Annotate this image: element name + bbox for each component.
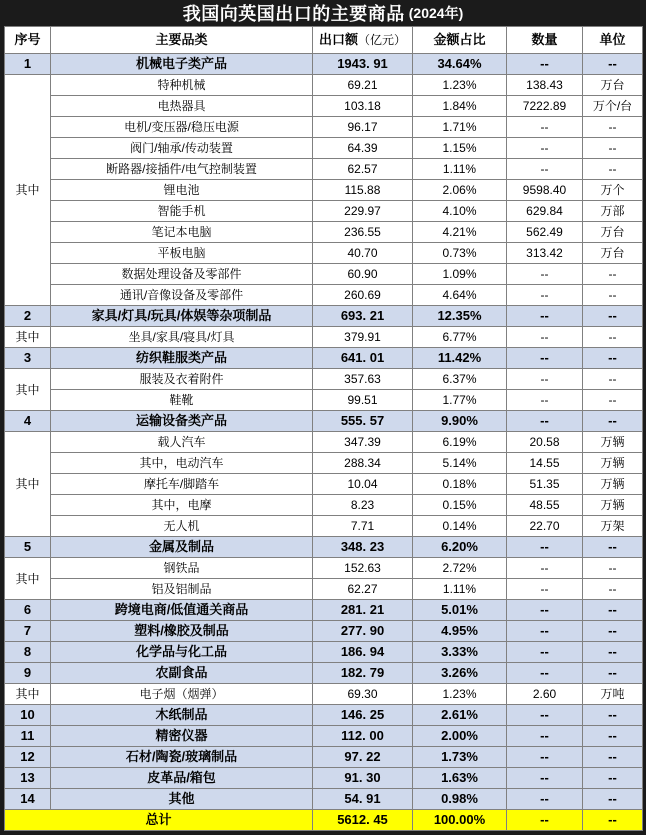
row-category-name: 钢铁品 xyxy=(51,558,313,579)
row-share: 5.14% xyxy=(413,453,507,474)
row-unit: -- xyxy=(583,411,643,432)
table-row xyxy=(5,411,643,432)
col-header-quantity: 数量 xyxy=(507,27,583,54)
row-export-amount: 69.30 xyxy=(313,684,413,705)
row-category-name: 通讯/音像设备及零部件 xyxy=(51,285,313,306)
table-row xyxy=(5,726,643,747)
row-category-name: 智能手机 xyxy=(51,201,313,222)
col-header-export-amount xyxy=(313,27,413,54)
col-header-no: 序号 xyxy=(5,27,51,54)
row-share: 2.00% xyxy=(413,726,507,747)
row-unit: 万个/台 xyxy=(583,96,643,117)
row-category-name: 其他 xyxy=(51,789,313,810)
row-no: 1 xyxy=(5,54,51,75)
row-share: 34.64% xyxy=(413,54,507,75)
row-export-amount: 277. 90 xyxy=(313,621,413,642)
row-export-amount: 54. 91 xyxy=(313,789,413,810)
row-unit: 万个 xyxy=(583,180,643,201)
row-quantity: -- xyxy=(507,264,583,285)
row-unit: -- xyxy=(583,705,643,726)
row-export-amount: 152.63 xyxy=(313,558,413,579)
row-export-amount: 103.18 xyxy=(313,96,413,117)
header-row xyxy=(5,27,643,54)
row-export-amount: 288.34 xyxy=(313,453,413,474)
row-share: 6.20% xyxy=(413,537,507,558)
table-row xyxy=(5,432,643,453)
row-no: 10 xyxy=(5,705,51,726)
row-unit: -- xyxy=(583,768,643,789)
row-unit: -- xyxy=(583,579,643,600)
row-export-amount: 8.23 xyxy=(313,495,413,516)
table-row xyxy=(5,54,643,75)
table-row xyxy=(5,180,643,201)
row-quantity: -- xyxy=(507,348,583,369)
row-unit: -- xyxy=(583,726,643,747)
table-row xyxy=(5,747,643,768)
row-category-name: 电子烟（烟弹） xyxy=(51,684,313,705)
row-export-amount: 60.90 xyxy=(313,264,413,285)
col-header-export-unit: （亿元） xyxy=(358,33,407,47)
row-quantity: -- xyxy=(507,411,583,432)
table-row xyxy=(5,621,643,642)
row-unit: 万台 xyxy=(583,75,643,96)
qizhong-label: 其中 xyxy=(5,684,51,705)
row-share: 0.98% xyxy=(413,789,507,810)
row-share: 3.33% xyxy=(413,642,507,663)
row-no: 5 xyxy=(5,537,51,558)
row-share: 6.19% xyxy=(413,432,507,453)
row-unit: -- xyxy=(583,138,643,159)
row-no: 8 xyxy=(5,642,51,663)
row-share: 0.15% xyxy=(413,495,507,516)
row-no: 14 xyxy=(5,789,51,810)
row-unit: 万吨 xyxy=(583,684,643,705)
row-unit: -- xyxy=(583,348,643,369)
row-category-name: 皮革品/箱包 xyxy=(51,768,313,789)
row-quantity: -- xyxy=(507,747,583,768)
row-share: 6.37% xyxy=(413,369,507,390)
row-category-name: 纺织鞋服类产品 xyxy=(51,348,313,369)
row-category-name: 坐具/家具/寝具/灯具 xyxy=(51,327,313,348)
row-category-name: 电热器具 xyxy=(51,96,313,117)
row-export-amount: 186. 94 xyxy=(313,642,413,663)
row-quantity: 9598.40 xyxy=(507,180,583,201)
table-row xyxy=(5,453,643,474)
col-header-share: 金额占比 xyxy=(413,27,507,54)
row-share: 5.01% xyxy=(413,600,507,621)
table-row xyxy=(5,705,643,726)
row-category-name: 无人机 xyxy=(51,516,313,537)
row-export-amount: 693. 21 xyxy=(313,306,413,327)
row-unit: 万台 xyxy=(583,222,643,243)
table-row xyxy=(5,516,643,537)
qizhong-label: 其中 xyxy=(5,432,51,537)
row-quantity: -- xyxy=(507,327,583,348)
table-row xyxy=(5,348,643,369)
row-export-amount: 182. 79 xyxy=(313,663,413,684)
row-unit: 万辆 xyxy=(583,432,643,453)
row-unit: 万台 xyxy=(583,243,643,264)
table-row xyxy=(5,327,643,348)
row-category-name: 其中，电摩 xyxy=(51,495,313,516)
row-no: 3 xyxy=(5,348,51,369)
table-row xyxy=(5,264,643,285)
row-share: 2.06% xyxy=(413,180,507,201)
table-row xyxy=(5,642,643,663)
row-export-amount: 347.39 xyxy=(313,432,413,453)
row-share: 6.77% xyxy=(413,327,507,348)
row-share: 1.15% xyxy=(413,138,507,159)
total-quantity: -- xyxy=(507,810,583,831)
table-row xyxy=(5,369,643,390)
row-quantity: 629.84 xyxy=(507,201,583,222)
row-share: 4.21% xyxy=(413,222,507,243)
row-category-name: 运输设备类产品 xyxy=(51,411,313,432)
row-category-name: 塑料/橡胶及制品 xyxy=(51,621,313,642)
row-share: 4.10% xyxy=(413,201,507,222)
row-quantity: 138.43 xyxy=(507,75,583,96)
row-share: 2.61% xyxy=(413,705,507,726)
row-no: 13 xyxy=(5,768,51,789)
row-category-name: 鞋靴 xyxy=(51,390,313,411)
row-quantity: -- xyxy=(507,306,583,327)
row-share: 0.14% xyxy=(413,516,507,537)
row-quantity: -- xyxy=(507,642,583,663)
row-share: 3.26% xyxy=(413,663,507,684)
row-export-amount: 229.97 xyxy=(313,201,413,222)
row-share: 1.11% xyxy=(413,159,507,180)
row-unit: -- xyxy=(583,747,643,768)
row-no: 4 xyxy=(5,411,51,432)
row-export-amount: 62.57 xyxy=(313,159,413,180)
row-quantity: 562.49 xyxy=(507,222,583,243)
table-header xyxy=(5,27,643,54)
row-unit: -- xyxy=(583,54,643,75)
qizhong-label: 其中 xyxy=(5,75,51,306)
row-category-name: 电机/变压器/稳压电源 xyxy=(51,117,313,138)
row-unit: -- xyxy=(583,285,643,306)
row-share: 1.84% xyxy=(413,96,507,117)
table-row xyxy=(5,96,643,117)
row-export-amount: 7.71 xyxy=(313,516,413,537)
table-row xyxy=(5,768,643,789)
row-export-amount: 64.39 xyxy=(313,138,413,159)
row-category-name: 锂电池 xyxy=(51,180,313,201)
title-year: (2024年) xyxy=(408,5,464,21)
row-quantity: -- xyxy=(507,768,583,789)
table-row xyxy=(5,117,643,138)
table-row xyxy=(5,558,643,579)
row-share: 1.73% xyxy=(413,747,507,768)
row-unit: -- xyxy=(583,117,643,138)
row-export-amount: 357.63 xyxy=(313,369,413,390)
row-share: 12.35% xyxy=(413,306,507,327)
row-unit: 万辆 xyxy=(583,453,643,474)
row-quantity: 313.42 xyxy=(507,243,583,264)
table-row xyxy=(5,537,643,558)
row-export-amount: 40.70 xyxy=(313,243,413,264)
table-row xyxy=(5,474,643,495)
row-unit: -- xyxy=(583,642,643,663)
row-quantity: 14.55 xyxy=(507,453,583,474)
row-quantity: -- xyxy=(507,138,583,159)
row-quantity: -- xyxy=(507,579,583,600)
row-quantity: -- xyxy=(507,159,583,180)
export-commodities-table xyxy=(4,26,643,831)
row-quantity: -- xyxy=(507,600,583,621)
table-row xyxy=(5,306,643,327)
table-row xyxy=(5,663,643,684)
row-category-name: 精密仪器 xyxy=(51,726,313,747)
total-unit: -- xyxy=(583,810,643,831)
row-export-amount: 555. 57 xyxy=(313,411,413,432)
row-quantity: -- xyxy=(507,621,583,642)
row-no: 2 xyxy=(5,306,51,327)
total-row xyxy=(5,810,643,831)
row-unit: -- xyxy=(583,327,643,348)
row-unit: 万部 xyxy=(583,201,643,222)
row-export-amount: 69.21 xyxy=(313,75,413,96)
row-export-amount: 112. 00 xyxy=(313,726,413,747)
row-quantity: 48.55 xyxy=(507,495,583,516)
table-row xyxy=(5,684,643,705)
row-category-name: 机械电子类产品 xyxy=(51,54,313,75)
row-unit: -- xyxy=(583,663,643,684)
row-category-name: 载人汽车 xyxy=(51,432,313,453)
row-unit: -- xyxy=(583,789,643,810)
row-category-name: 金属及制品 xyxy=(51,537,313,558)
row-share: 1.63% xyxy=(413,768,507,789)
total-amount: 5612. 45 xyxy=(313,810,413,831)
qizhong-label: 其中 xyxy=(5,558,51,600)
table-row xyxy=(5,579,643,600)
page-title xyxy=(0,0,646,26)
table-row xyxy=(5,243,643,264)
row-unit: -- xyxy=(583,537,643,558)
row-quantity: 51.35 xyxy=(507,474,583,495)
row-no: 6 xyxy=(5,600,51,621)
row-no: 12 xyxy=(5,747,51,768)
row-quantity: -- xyxy=(507,117,583,138)
row-category-name: 铝及铝制品 xyxy=(51,579,313,600)
row-category-name: 特种机械 xyxy=(51,75,313,96)
row-category-name: 数据处理设备及零部件 xyxy=(51,264,313,285)
table-row xyxy=(5,222,643,243)
row-unit: -- xyxy=(583,306,643,327)
row-category-name: 笔记本电脑 xyxy=(51,222,313,243)
row-export-amount: 641. 01 xyxy=(313,348,413,369)
row-quantity: -- xyxy=(507,663,583,684)
row-quantity: -- xyxy=(507,558,583,579)
row-export-amount: 379.91 xyxy=(313,327,413,348)
row-export-amount: 97. 22 xyxy=(313,747,413,768)
row-quantity: 2.60 xyxy=(507,684,583,705)
total-label: 总计 xyxy=(5,810,313,831)
table-row xyxy=(5,285,643,306)
table-body xyxy=(5,54,643,831)
row-export-amount: 99.51 xyxy=(313,390,413,411)
row-quantity: -- xyxy=(507,369,583,390)
table-row xyxy=(5,159,643,180)
row-quantity: -- xyxy=(507,54,583,75)
row-category-name: 家具/灯具/玩具/体娱等杂项制品 xyxy=(51,306,313,327)
row-category-name: 阀门/轴承/传动装置 xyxy=(51,138,313,159)
row-quantity: 22.70 xyxy=(507,516,583,537)
row-category-name: 跨境电商/低值通关商品 xyxy=(51,600,313,621)
row-category-name: 断路器/接插件/电气控制装置 xyxy=(51,159,313,180)
table-row xyxy=(5,789,643,810)
row-share: 4.95% xyxy=(413,621,507,642)
row-quantity: -- xyxy=(507,705,583,726)
table-row xyxy=(5,75,643,96)
table-row xyxy=(5,600,643,621)
row-quantity: 7222.89 xyxy=(507,96,583,117)
table-container xyxy=(0,26,646,835)
row-category-name: 农副食品 xyxy=(51,663,313,684)
row-export-amount: 260.69 xyxy=(313,285,413,306)
row-unit: 万辆 xyxy=(583,495,643,516)
row-unit: -- xyxy=(583,390,643,411)
table-row xyxy=(5,390,643,411)
row-category-name: 其中，电动汽车 xyxy=(51,453,313,474)
row-quantity: -- xyxy=(507,537,583,558)
row-export-amount: 348. 23 xyxy=(313,537,413,558)
row-unit: -- xyxy=(583,558,643,579)
table-row xyxy=(5,138,643,159)
row-no: 9 xyxy=(5,663,51,684)
row-export-amount: 1943. 91 xyxy=(313,54,413,75)
col-header-category: 主要品类 xyxy=(51,27,313,54)
row-category-name: 木纸制品 xyxy=(51,705,313,726)
row-share: 11.42% xyxy=(413,348,507,369)
row-no: 11 xyxy=(5,726,51,747)
row-category-name: 化学品与化工品 xyxy=(51,642,313,663)
row-share: 1.71% xyxy=(413,117,507,138)
row-quantity: -- xyxy=(507,390,583,411)
row-no: 7 xyxy=(5,621,51,642)
row-quantity: 20.58 xyxy=(507,432,583,453)
qizhong-label: 其中 xyxy=(5,369,51,411)
row-unit: -- xyxy=(583,369,643,390)
row-category-name: 石材/陶瓷/玻璃制品 xyxy=(51,747,313,768)
row-unit: -- xyxy=(583,159,643,180)
row-export-amount: 146. 25 xyxy=(313,705,413,726)
row-share: 0.73% xyxy=(413,243,507,264)
row-export-amount: 281. 21 xyxy=(313,600,413,621)
row-category-name: 平板电脑 xyxy=(51,243,313,264)
total-share: 100.00% xyxy=(413,810,507,831)
row-share: 1.77% xyxy=(413,390,507,411)
row-share: 1.11% xyxy=(413,579,507,600)
row-unit: 万架 xyxy=(583,516,643,537)
row-export-amount: 115.88 xyxy=(313,180,413,201)
title-text: 我国向英国出口的主要商品 xyxy=(182,4,405,24)
row-export-amount: 96.17 xyxy=(313,117,413,138)
row-quantity: -- xyxy=(507,789,583,810)
col-header-export-label: 出口额 xyxy=(318,32,358,47)
row-unit: -- xyxy=(583,621,643,642)
row-export-amount: 62.27 xyxy=(313,579,413,600)
col-header-unit: 单位 xyxy=(583,27,643,54)
row-export-amount: 10.04 xyxy=(313,474,413,495)
row-share: 9.90% xyxy=(413,411,507,432)
row-category-name: 服装及衣着附件 xyxy=(51,369,313,390)
row-unit: -- xyxy=(583,600,643,621)
row-share: 1.23% xyxy=(413,75,507,96)
qizhong-label: 其中 xyxy=(5,327,51,348)
row-share: 1.23% xyxy=(413,684,507,705)
row-export-amount: 91. 30 xyxy=(313,768,413,789)
row-share: 0.18% xyxy=(413,474,507,495)
row-category-name: 摩托车/脚踏车 xyxy=(51,474,313,495)
row-share: 2.72% xyxy=(413,558,507,579)
row-unit: -- xyxy=(583,264,643,285)
row-share: 4.64% xyxy=(413,285,507,306)
table-row xyxy=(5,495,643,516)
table-row xyxy=(5,201,643,222)
row-export-amount: 236.55 xyxy=(313,222,413,243)
row-quantity: -- xyxy=(507,285,583,306)
row-share: 1.09% xyxy=(413,264,507,285)
row-quantity: -- xyxy=(507,726,583,747)
row-unit: 万辆 xyxy=(583,474,643,495)
